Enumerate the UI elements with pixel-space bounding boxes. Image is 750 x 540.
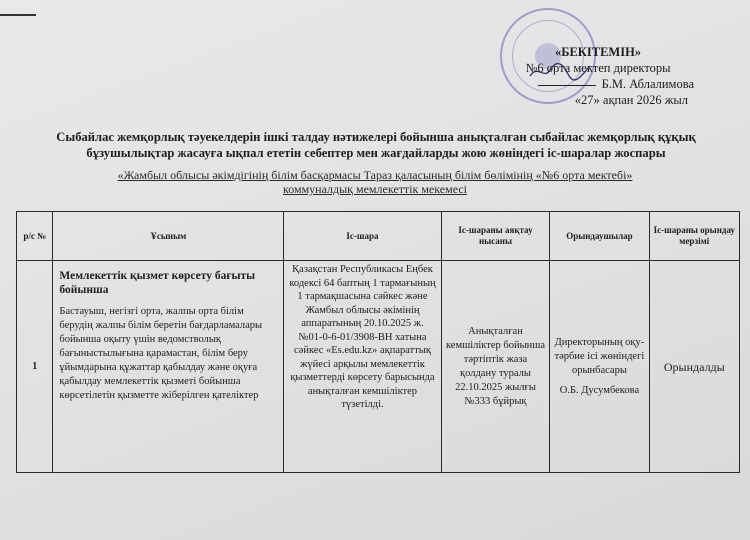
approval-position: №6 орта мектеп директоры [525, 61, 671, 75]
approval-signer: Б.М. Аблалимова [601, 77, 694, 91]
header-action: Іс-шара [284, 212, 441, 261]
organization-name: «Жамбыл облысы әкімдігінің білім басқармасы Тараз қаласының білім бөлімінің «№6 орта мектебі» коммуналдық мемлекеттік мекемесі [117, 168, 633, 196]
row-deadline: Орындалды [649, 261, 739, 473]
approval-block [498, 44, 698, 108]
table-row [17, 261, 740, 473]
header-deadline: Іс-шараны орындау мерзімі [649, 212, 739, 261]
executor-name: О.Б. Дусумбекова [559, 384, 640, 396]
recommendation-title: Мемлекеттік қызмет көрсету бағыты бойынша [59, 270, 256, 296]
approval-signature-line [498, 76, 698, 92]
table-header-row [17, 212, 740, 261]
row-recommendation [53, 261, 284, 473]
header-executors: Орындаушылар [550, 212, 649, 261]
action-plan-table [16, 211, 740, 473]
executor-role: Директорының оқу-тәрбие ісі жөніндегі орынбасары [554, 336, 645, 376]
row-executors [550, 261, 649, 473]
signature-underline [538, 85, 596, 86]
approval-title: «БЕКІТЕМІН» [554, 45, 642, 59]
header-num: р/с № [17, 212, 53, 261]
page-corner-mark [0, 0, 36, 16]
header-completion-form: Іс-шараны аяқтау нысаны [441, 212, 550, 261]
plan-title: Сыбайлас жемқорлық тәуекелдерін ішкі талдау нәтижелері бойынша анықталған сыбайлас жемқорлық құқық бұзушылықтар жасауға ықпал ететін себептер мен жағдайларды жою жөніндегі іс-шаралар жоспары [56, 130, 696, 160]
recommendation-text: Бастауыш, негізгі орта, жалпы орта білім берудің жалпы білім беретін бағдарламалары бойынша оқыту үшін ведомстволық бағыныстылығына қарамастан, білім беру ұйымдарына құжаттар қабылдау және оқуға қабылдау мемлекеттік қызметі бойынша көрсетілетін қызметте жіберілген қателіктер [59, 306, 263, 401]
approval-date: «27» ақпан 2026 жыл [574, 93, 688, 107]
header-recommendation: Ұсыным [53, 212, 284, 261]
row-completion-form: Анықталған кемшіліктер бойынша тәртіптік жаза қолдану туралы 22.10.2025 жылғы №333 бұйрық [441, 261, 550, 473]
row-action: Қазақстан Республикасы Еңбек кодексі 64 баптың 1 тармағының 1 тармақшасына сәйкес және Жамбыл облысы әкімінің аппаратының 20.10.2025 ж. №01-0-6-01/3908-ВН хатына сәйкес «Es.edu.kz» ақпараттық жүйесі арқылы мемлекеттік қызметтерді көрсету барысында анықталған кемшіліктер түзетілді. [284, 261, 441, 473]
row-num: 1 [17, 261, 53, 473]
